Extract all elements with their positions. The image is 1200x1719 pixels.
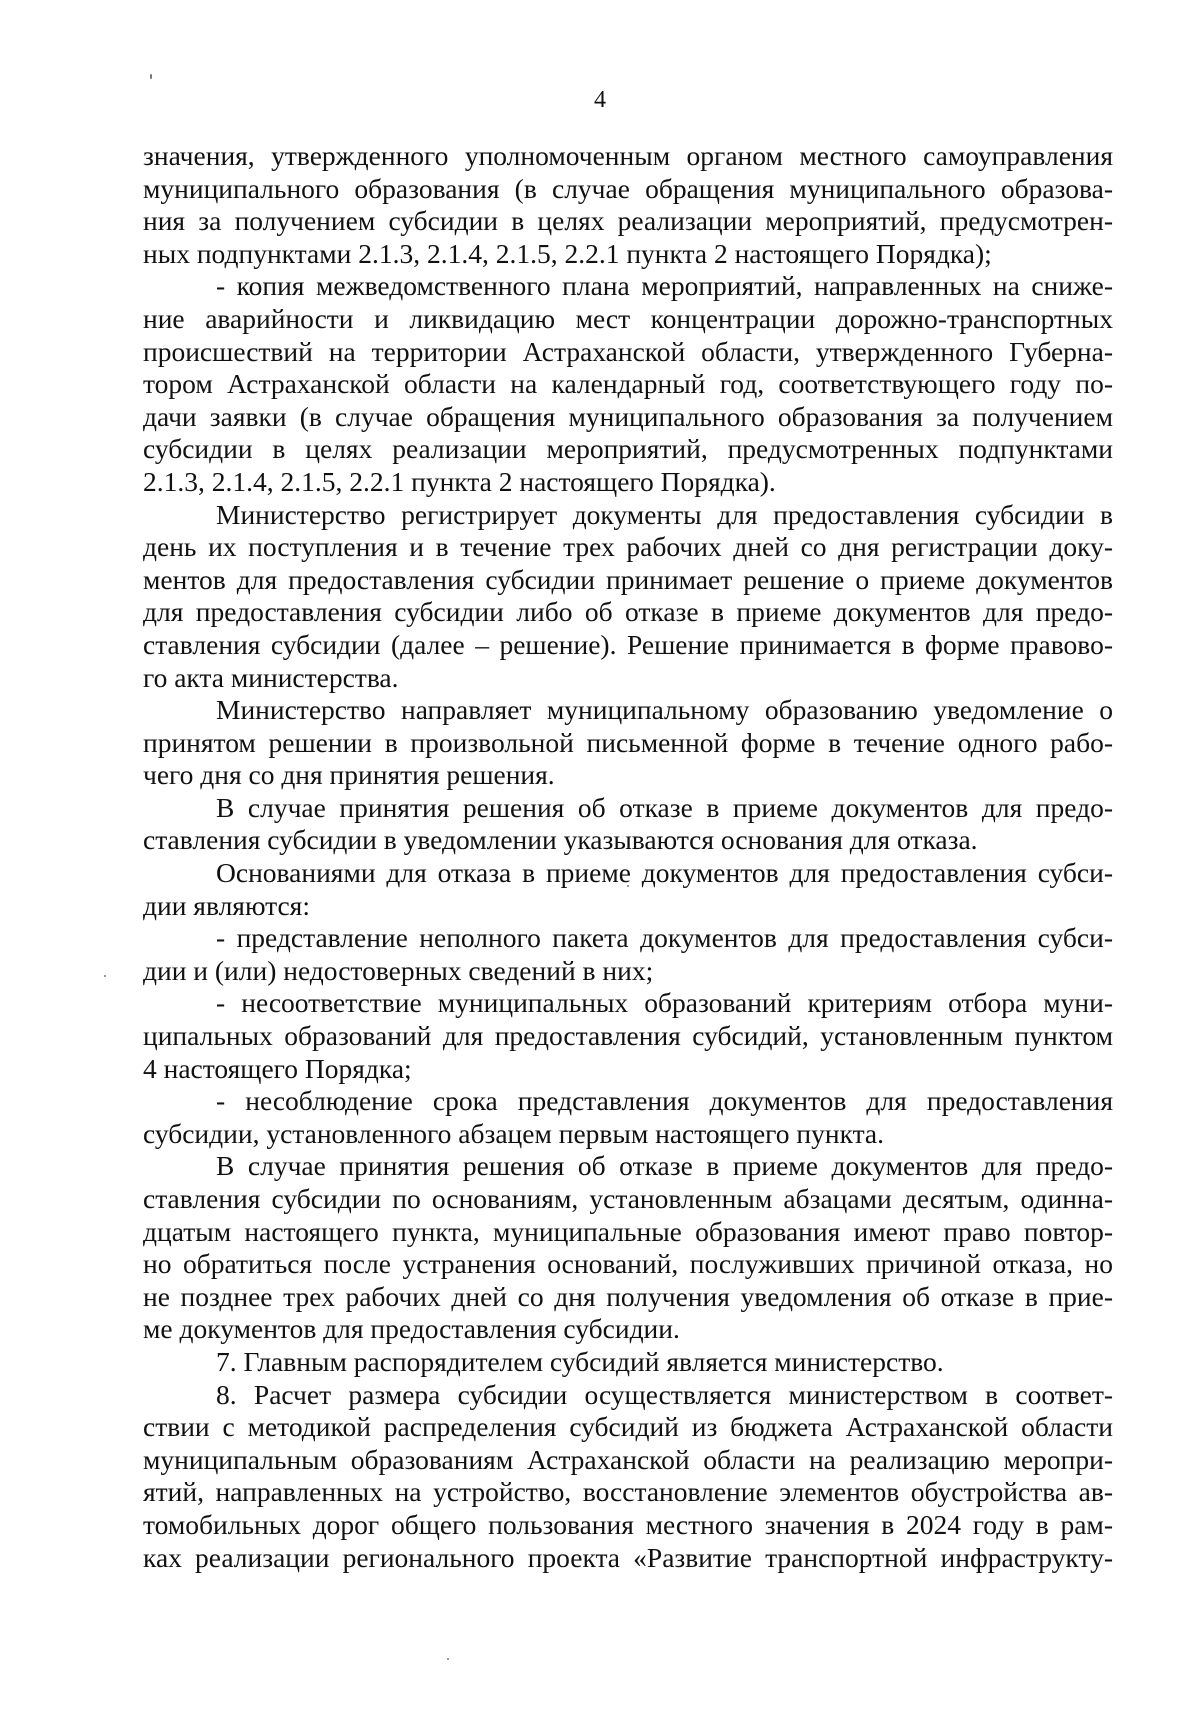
text-line: происшествий на территории Астраханской области, утвержденного Губерна- <box>143 335 1113 367</box>
text-line: муниципального образования (в случае обращения муниципального образова- <box>143 172 1113 204</box>
text-line: томобильных дорог общего пользования местного значения в 2024 году в рам- <box>143 1508 1113 1540</box>
text-line: дии являются: <box>143 889 310 921</box>
paragraph <box>143 1346 1113 1379</box>
text-line: Министерство регистрирует документы для предоставления субсидии в <box>216 498 1113 530</box>
paragraph <box>143 1379 1113 1575</box>
paragraph <box>143 694 1113 792</box>
text-line: принятом решении в произвольной письменной форме в течение одного рабо- <box>143 726 1113 758</box>
scan-speck <box>104 975 106 977</box>
scan-speck <box>447 1658 449 1660</box>
text-line: Министерство направляет муниципальному образованию уведомление о <box>216 694 1113 726</box>
text-line: ствии с методикой распределения субсидий из бюджета Астраханской области <box>143 1411 1113 1443</box>
text-line: муниципальным образованиям Астраханской области на реализацию меропри- <box>143 1443 1113 1475</box>
text-line: - несоответствие муниципальных образований критериям отбора муни- <box>216 987 1113 1019</box>
text-line: 2.1.3, 2.1.4, 2.1.5, 2.2.1 пункта 2 настоящего Порядка). <box>143 465 776 497</box>
paragraph <box>143 1085 1113 1150</box>
text-line: тором Астраханской области на календарный год, соответствующего году по- <box>143 368 1113 400</box>
text-line: го акта министерства. <box>143 661 399 693</box>
paragraph <box>143 987 1113 1085</box>
text-line: 8. Расчет размера субсидии осуществляется министерством в соответ- <box>216 1378 1113 1410</box>
text-line: ставления субсидии в уведомлении указываются основания для отказа. <box>143 824 978 856</box>
paragraph <box>143 140 1113 270</box>
text-line: - представление неполного пакета документов для предоставления субси- <box>216 922 1113 954</box>
text-line: - копия межведомственного плана мероприятий, направленных на сниже- <box>216 270 1113 302</box>
text-line: В случае принятия решения об отказе в приеме документов для предо- <box>216 791 1113 823</box>
text-line: Основаниями для отказа в приеме документов для предоставления субси- <box>216 857 1113 889</box>
text-line: ментов для предоставления субсидии принимает решение о приеме документов <box>143 563 1113 595</box>
text-line: ние аварийности и ликвидацию мест концентрации дорожно-транспортных <box>143 302 1113 334</box>
text-line: значения, утвержденного уполномоченным органом местного самоуправления <box>143 140 1113 171</box>
paragraph <box>143 857 1113 922</box>
text-line: ставления субсидии (далее – решение). Решение принимается в форме правово- <box>143 628 1113 660</box>
text-line: субсидии, установленного абзацем первым настоящего пункта. <box>143 1117 885 1149</box>
paragraph <box>143 270 1113 498</box>
text-line: 4 настоящего Порядка; <box>143 1052 412 1084</box>
paragraph <box>143 792 1113 857</box>
text-line: чего дня со дня принятия решения. <box>143 759 555 791</box>
text-line: для предоставления субсидии либо об отказе в приеме документов для предо- <box>143 596 1113 628</box>
text-line: но обратиться после устранения оснований, послуживших причиной отказа, но <box>143 1248 1113 1280</box>
paragraph <box>143 1150 1113 1346</box>
text-line: В случае принятия решения об отказе в приеме документов для предо- <box>216 1150 1113 1182</box>
page-number: 4 <box>594 87 606 113</box>
paragraph <box>143 499 1113 695</box>
text-line: дии и (или) недостоверных сведений в них; <box>143 954 654 986</box>
text-line: 7. Главным распорядителем субсидий является министерство. <box>216 1345 944 1377</box>
text-line: - несоблюдение срока представления документов для предоставления <box>216 1085 1113 1117</box>
text-line: дцатым настоящего пункта, муниципальные образования имеют право повтор- <box>143 1215 1113 1247</box>
text-line: ятий, направленных на устройство, восстановление элементов обустройства ав- <box>143 1476 1113 1508</box>
text-line: не позднее трех рабочих дней со дня получения уведомления об отказе в прие- <box>143 1280 1113 1312</box>
text-line: субсидии в целях реализации мероприятий, предусмотренных подпунктами <box>143 433 1113 465</box>
text-line: ме документов для предоставления субсидии. <box>143 1313 680 1345</box>
body-text <box>143 140 1113 1574</box>
text-line: день их поступления и в течение трех рабочих дней со дня регистрации доку- <box>143 531 1113 563</box>
text-line: ципальных образований для предоставления субсидий, установленным пунктом <box>143 1020 1113 1052</box>
text-line: ках реализации регионального проекта «Развитие транспортной инфраструкту- <box>143 1541 1113 1573</box>
text-line: дачи заявки (в случае обращения муниципального образования за получением <box>143 400 1113 432</box>
paragraph <box>143 922 1113 987</box>
text-line: ных подпунктами 2.1.3, 2.1.4, 2.1.5, 2.2.1 пункта 2 настоящего Порядка); <box>143 237 992 269</box>
text-line: ния за получением субсидии в целях реализации мероприятий, предусмотрен- <box>143 205 1113 237</box>
scan-speck <box>150 74 152 79</box>
text-line: ставления субсидии по основаниям, установленным абзацами десятым, одинна- <box>143 1183 1113 1214</box>
